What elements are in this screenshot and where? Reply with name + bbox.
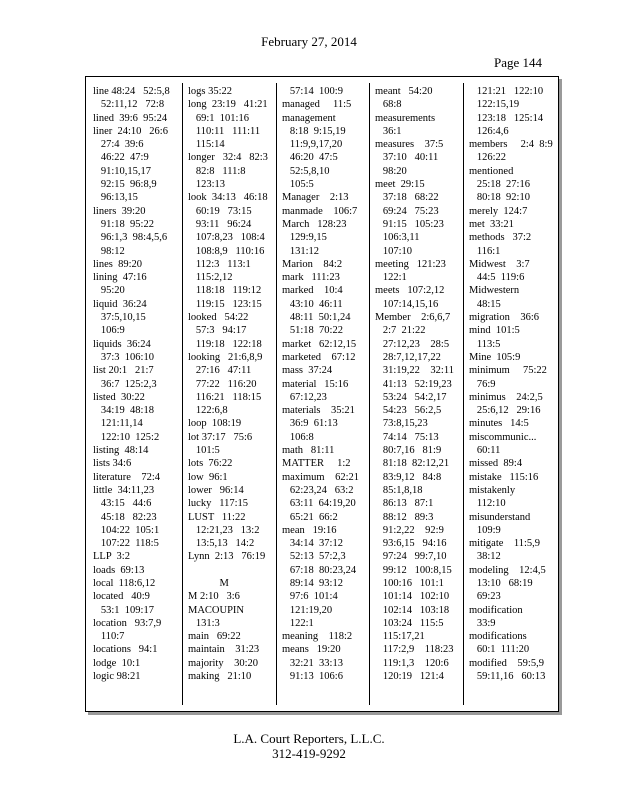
index-line: 8:18 9:15,19 xyxy=(282,125,346,137)
index-line: material 15:16 xyxy=(282,378,349,390)
index-line: 73:8,15,23 xyxy=(375,418,428,430)
index-line: minutes 14:5 xyxy=(469,418,529,430)
index-line: logs 35:22 xyxy=(188,86,233,97)
index-line: liner 24:10 26:6 xyxy=(93,125,168,137)
index-line: lining 47:16 xyxy=(93,272,147,284)
index-line: majority 30:20 xyxy=(188,657,258,669)
index-line: located 40:9 xyxy=(93,591,150,603)
index-line: 25:6,12 29:16 xyxy=(469,405,541,417)
index-line: lower 96:14 xyxy=(188,484,244,496)
index-line: liquid 36:24 xyxy=(93,298,147,310)
index-line: mentioned xyxy=(469,165,514,177)
index-line: modified 59:5,9 xyxy=(469,657,544,669)
index-line: 121:21 122:10 xyxy=(469,86,544,97)
index-line: 11:9,9,17,20 xyxy=(282,139,343,151)
index-line: 45:18 82:23 xyxy=(93,511,157,523)
index-line: 32:21 33:13 xyxy=(282,657,343,669)
index-line: 27:16 47:11 xyxy=(188,365,252,377)
index-line: manmade 106:7 xyxy=(282,205,358,217)
index-column-1 xyxy=(93,85,179,703)
index-line: 108:8,9 110:16 xyxy=(188,245,265,257)
index-line: 48:11 50:1,24 xyxy=(282,312,351,324)
index-line: 36:1 xyxy=(375,125,402,137)
index-line: 102:14 103:18 xyxy=(375,604,450,616)
index-line: 69:1 101:16 xyxy=(188,112,249,124)
index-line: logic 98:21 xyxy=(93,671,141,683)
index-line: marked 10:4 xyxy=(282,285,343,297)
column-divider xyxy=(463,83,464,705)
index-column-3 xyxy=(282,85,368,703)
index-line: 99:12 100:8,15 xyxy=(375,564,452,576)
index-line: 107:22 118:5 xyxy=(93,538,159,550)
index-column-4 xyxy=(375,85,461,703)
index-line: 37:5,10,15 xyxy=(93,312,146,324)
index-line: 48:15 xyxy=(469,298,501,310)
index-line: little 34:11,23 xyxy=(93,484,155,496)
index-line: M 2:10 3:6 xyxy=(188,591,240,603)
index-line: 118:18 119:12 xyxy=(188,285,262,297)
index-line: 62:23,24 63:2 xyxy=(282,484,354,496)
index-line: 89:14 93:12 xyxy=(282,577,343,589)
index-line xyxy=(188,564,274,577)
index-line: 92:15 96:8,9 xyxy=(93,179,157,191)
index-line: 65:21 66:2 xyxy=(282,511,338,523)
index-line: loop 108:19 xyxy=(188,418,242,430)
index-line: 36:9 61:13 xyxy=(282,418,338,430)
index-line: lodge 10:1 xyxy=(93,657,141,669)
index-line: 116:21 118:15 xyxy=(188,391,262,403)
index-line: 123:13 xyxy=(188,179,226,191)
index-line: measures 37:5 xyxy=(375,139,444,151)
index-line: 34:14 37:12 xyxy=(282,538,343,550)
header-date: February 27, 2014 xyxy=(261,34,357,49)
index-line: longer 32:4 82:3 xyxy=(188,152,268,164)
index-line: liners 39:20 xyxy=(93,205,146,217)
index-line: Midwest 3:7 xyxy=(469,258,530,270)
index-line: 28:7,12,17,22 xyxy=(375,351,441,363)
index-line: mitigate 11:5,9 xyxy=(469,538,541,550)
index-line: 112:10 xyxy=(469,498,506,510)
index-line: 13:5,13 14:2 xyxy=(188,538,255,550)
index-line: mind 101:5 xyxy=(469,325,520,337)
index-line: 60:19 73:15 xyxy=(188,205,252,217)
index-line: Manager 2:13 xyxy=(282,192,349,204)
index-line: materials 35:21 xyxy=(282,405,355,417)
index-line: merely 124:7 xyxy=(469,205,528,217)
index-line: 122:10 125:2 xyxy=(93,431,160,443)
index-line: low 96:1 xyxy=(188,471,228,483)
index-line: 119:1,3 120:6 xyxy=(375,657,449,669)
index-line: met 33:21 xyxy=(469,218,514,230)
index-line: 91:18 95:22 xyxy=(93,218,154,230)
index-line: 77:22 116:20 xyxy=(188,378,257,390)
index-line: 88:12 89:3 xyxy=(375,511,434,523)
index-line: 98:12 xyxy=(93,245,125,257)
index-line: 25:18 27:16 xyxy=(469,179,530,191)
index-line: 107:10 xyxy=(375,245,413,257)
index-line: 31:19,22 32:11 xyxy=(375,365,454,377)
index-line: 2:7 21:22 xyxy=(375,325,426,337)
index-line: MATTER 1:2 xyxy=(282,458,351,470)
index-line: literature 72:4 xyxy=(93,471,161,483)
index-line: mistakenly xyxy=(469,484,516,496)
column-divider xyxy=(276,83,277,705)
index-line: 46:20 47:5 xyxy=(282,152,338,164)
index-line: lucky 117:15 xyxy=(188,498,248,510)
index-line: 43:15 44:6 xyxy=(93,498,152,510)
index-line: 107:14,15,16 xyxy=(375,298,439,310)
index-line: 63:11 64:19,20 xyxy=(282,498,356,510)
index-line: meet 29:15 xyxy=(375,179,425,191)
index-line: 60:11 xyxy=(469,445,501,457)
index-line: 33:9 xyxy=(469,617,496,629)
index-line: list 20:1 21:7 xyxy=(93,365,154,377)
index-line: Midwestern xyxy=(469,285,520,297)
index-line: looking 21:6,8,9 xyxy=(188,351,263,363)
index-line: lot 37:17 75:6 xyxy=(188,431,253,443)
index-line: marketed 67:12 xyxy=(282,351,356,363)
index-line: look 34:13 46:18 xyxy=(188,192,268,204)
index-line: 100:16 101:1 xyxy=(375,577,444,589)
index-line: lined 39:6 95:24 xyxy=(93,112,168,124)
index-line: 120:19 121:4 xyxy=(375,671,444,683)
index-line: Lynn 2:13 76:19 xyxy=(188,551,266,563)
index-line: 80:7,16 81:9 xyxy=(375,445,442,457)
index-line: modeling 12:4,5 xyxy=(469,564,546,576)
index-line: 121:19,20 xyxy=(282,604,333,616)
index-line: location 93:7,9 xyxy=(93,617,162,629)
index-line: 123:18 125:14 xyxy=(469,112,544,124)
column-divider xyxy=(182,83,183,705)
index-line: 57:3 94:17 xyxy=(188,325,247,337)
index-line: MACOUPIN xyxy=(188,604,245,616)
index-line: minimum 75:22 xyxy=(469,365,547,377)
index-line: 27:12,23 28:5 xyxy=(375,338,450,350)
index-line: 115:2,12 xyxy=(188,272,233,284)
index-line: 96:13,15 xyxy=(93,192,138,204)
index-line: 60:1 111:20 xyxy=(469,644,530,656)
index-line: members 2:4 8:9 xyxy=(469,139,553,151)
index-line: local 118:6,12 xyxy=(93,577,156,589)
index-line: 121:11,14 xyxy=(93,418,143,430)
index-line: modification xyxy=(469,604,523,616)
index-line: lots 76:22 xyxy=(188,458,233,470)
index-line: market 62:12,15 xyxy=(282,338,357,350)
index-line: March 128:23 xyxy=(282,218,347,230)
index-line: 103:24 115:5 xyxy=(375,617,444,629)
index-line: migration 36:6 xyxy=(469,312,539,324)
footer-phone: 312-419-9292 xyxy=(272,746,346,761)
index-line: 74:14 75:13 xyxy=(375,431,439,443)
index-line: 76:9 xyxy=(469,378,496,390)
index-line: measurements xyxy=(375,112,436,124)
index-line: line 48:24 52:5,8 xyxy=(93,86,170,97)
index-line: mark 111:23 xyxy=(282,272,340,284)
index-column-2 xyxy=(188,85,274,703)
index-line: 34:19 48:18 xyxy=(93,405,154,417)
index-line: minimus 24:2,5 xyxy=(469,391,543,403)
index-line: listed 30:22 xyxy=(93,391,145,403)
index-line: 110:11 111:11 xyxy=(188,125,261,137)
index-line: math 81:11 xyxy=(282,445,335,457)
index-line: meeting 121:23 xyxy=(375,258,446,270)
index-line: 91:2,22 92:9 xyxy=(375,524,444,536)
index-line: 98:20 xyxy=(375,165,407,177)
index-line: 122:15,19 xyxy=(469,99,520,111)
index-line: missed 89:4 xyxy=(469,458,523,470)
index-line: 96:1,3 98:4,5,6 xyxy=(93,232,168,244)
index-line: 101:14 102:10 xyxy=(375,591,450,603)
index-line: means 19:20 xyxy=(282,644,341,656)
footer-company: L.A. Court Reporters, L.L.C. xyxy=(233,731,385,746)
index-line: main 69:22 xyxy=(188,631,241,643)
index-line: long 23:19 41:21 xyxy=(188,99,268,111)
index-line: 115:14 xyxy=(188,139,225,151)
index-line: 93:6,15 94:16 xyxy=(375,538,447,550)
index-line: listing 48:14 xyxy=(93,445,149,457)
index-line: 106:3,11 xyxy=(375,232,420,244)
index-line: 97:24 99:7,10 xyxy=(375,551,447,563)
index-line: 81:18 82:12,21 xyxy=(375,458,450,470)
index-line: 122:1 xyxy=(282,617,314,629)
index-line: methods 37:2 xyxy=(469,232,532,244)
index-line: 51:18 70:22 xyxy=(282,325,343,337)
page-number: Page 144 xyxy=(494,55,543,70)
index-line: lists 34:6 xyxy=(93,458,132,470)
index-line: 46:22 47:9 xyxy=(93,152,149,164)
index-line: modifications xyxy=(469,631,527,643)
footer xyxy=(0,731,618,761)
index-line: 131:3 xyxy=(188,617,220,629)
index-line: 116:1 xyxy=(469,245,501,257)
index-line: misunderstand xyxy=(469,511,531,523)
index-line: mass 37:24 xyxy=(282,365,333,377)
index-line: 129:9,15 xyxy=(282,232,327,244)
index-line: 37:3 106:10 xyxy=(93,351,154,363)
index-line: 107:8,23 108:4 xyxy=(188,232,265,244)
index-line: Mine 105:9 xyxy=(469,351,521,363)
index-line: maintain 31:23 xyxy=(188,644,260,656)
index-line: Marion 84:2 xyxy=(282,258,343,270)
index-line: mistake 115:16 xyxy=(469,471,539,483)
index-line: 27:4 39:6 xyxy=(93,139,144,151)
column-divider xyxy=(369,83,370,705)
index-line: 54:23 56:2,5 xyxy=(375,405,442,417)
index-line: M xyxy=(188,577,229,589)
index-line: LUST 11:22 xyxy=(188,511,246,523)
index-line: meant 54:20 xyxy=(375,86,433,97)
index-line: 37:18 68:22 xyxy=(375,192,439,204)
index-line: 59:11,16 60:13 xyxy=(469,671,546,683)
index-line: 126:22 xyxy=(469,152,507,164)
index-line: 83:9,12 84:8 xyxy=(375,471,442,483)
index-line: 93:11 96:24 xyxy=(188,218,252,230)
index-line: making 21:10 xyxy=(188,671,252,683)
index-line: 119:18 122:18 xyxy=(188,338,262,350)
index-line: mean 19:16 xyxy=(282,524,337,536)
index-line: 41:13 52:19,23 xyxy=(375,378,452,390)
index-line: 109:9 xyxy=(469,524,501,536)
index-line: 119:15 123:15 xyxy=(188,298,262,310)
index-line: 95:20 xyxy=(93,285,125,297)
index-line: 80:18 92:10 xyxy=(469,192,530,204)
index-line: 67:12,23 xyxy=(282,391,327,403)
index-line: 38:12 xyxy=(469,551,501,563)
index-line: 131:12 xyxy=(282,245,320,257)
index-line: 115:17,21 xyxy=(375,631,425,643)
index-line: 91:15 105:23 xyxy=(375,218,444,230)
index-line: 86:13 87:1 xyxy=(375,498,434,510)
index-line: 91:13 106:6 xyxy=(282,671,343,683)
word-index-frame xyxy=(85,76,559,712)
index-line: lines 89:20 xyxy=(93,258,142,270)
index-line: managed 11:5 xyxy=(282,99,352,111)
index-line: 67:18 80:23,24 xyxy=(282,564,357,576)
index-line: 126:4,6 xyxy=(469,125,509,137)
index-line: 113:5 xyxy=(469,338,501,350)
index-line: 91:10,15,17 xyxy=(93,165,152,177)
index-line: 85:1,8,18 xyxy=(375,484,423,496)
index-line: meets 107:2,12 xyxy=(375,285,445,297)
index-line: 57:14 100:9 xyxy=(282,86,343,97)
index-line: management xyxy=(282,112,336,124)
index-line: 12:21,23 13:2 xyxy=(188,524,260,536)
index-line: 52:5,8,10 xyxy=(282,165,330,177)
index-line: 43:10 46:11 xyxy=(282,298,343,310)
index-line: meaning 118:2 xyxy=(282,631,353,643)
index-line: 82:8 111:8 xyxy=(188,165,246,177)
index-line: 117:2,9 118:23 xyxy=(375,644,454,656)
index-line: 106:8 xyxy=(282,431,314,443)
index-line: 105:5 xyxy=(282,179,314,191)
index-line: looked 54:22 xyxy=(188,312,249,324)
index-line: 53:24 54:2,17 xyxy=(375,391,447,403)
index-line: LLP 3:2 xyxy=(93,551,130,563)
index-line: 69:23 xyxy=(469,591,501,603)
index-line: 106:9 xyxy=(93,325,125,337)
index-line: 52:13 57:2,3 xyxy=(282,551,346,563)
index-line: 52:11,12 72:8 xyxy=(93,99,165,111)
index-line: 122:1 xyxy=(375,272,407,284)
index-line: 13:10 68:19 xyxy=(469,577,533,589)
index-line: 68:8 xyxy=(375,99,402,111)
index-line: locations 94:1 xyxy=(93,644,158,656)
index-line: 53:1 109:17 xyxy=(93,604,154,616)
index-line: 122:6,8 xyxy=(188,405,228,417)
index-line: 104:22 105:1 xyxy=(93,524,160,536)
index-line: 101:5 xyxy=(188,445,220,457)
index-line: 97:6 101:4 xyxy=(282,591,338,603)
index-column-5 xyxy=(469,85,555,703)
index-line: miscommunic... xyxy=(469,431,537,443)
index-line: 110:7 xyxy=(93,631,125,643)
index-line: 69:24 75:23 xyxy=(375,205,439,217)
index-line: 37:10 40:11 xyxy=(375,152,439,164)
index-line: loads 69:13 xyxy=(93,564,145,576)
index-line: 36:7 125:2,3 xyxy=(93,378,157,390)
index-line: 44:5 119:6 xyxy=(469,272,525,284)
index-line: maximum 62:21 xyxy=(282,471,359,483)
index-line: liquids 36:24 xyxy=(93,338,151,350)
index-line: Member 2:6,6,7 xyxy=(375,312,451,324)
index-line: 112:3 113:1 xyxy=(188,258,251,270)
